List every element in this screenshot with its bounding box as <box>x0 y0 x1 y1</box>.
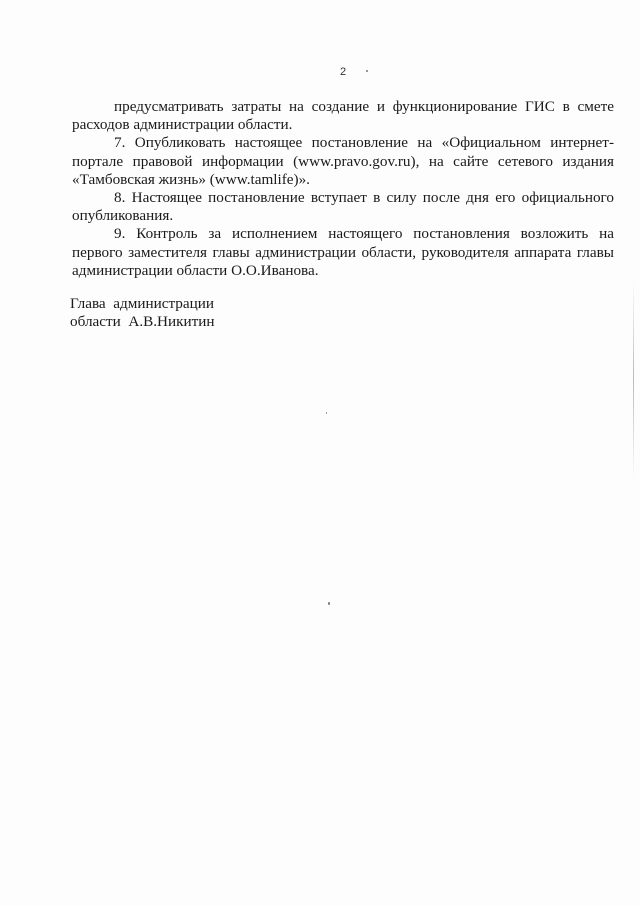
page-number: 2 <box>340 66 347 78</box>
scan-speck <box>328 602 330 605</box>
signature-block <box>70 295 215 331</box>
scan-speck <box>366 70 368 72</box>
scan-edge-shadow <box>633 280 634 480</box>
paragraph-item-9: 9. Контроль за исполнением настоящего постановления возложить на первого заместителя главы администрации области, руководителя аппарата главы администрации области О.О.Иванова. <box>72 225 614 279</box>
document-body <box>72 98 614 280</box>
paragraph-item-8: 8. Настоящее постановление вступает в силу после дня его официального опубликования. <box>72 189 614 225</box>
paragraph-item-7: 7. Опубликовать настоящее постановление на «Официальном интернет-портале правовой информации (www.pravo.gov.ru), на сайте сетевого издания «Тамбовская жизнь» (www.tamlife)». <box>72 134 614 188</box>
scan-speck <box>326 412 327 414</box>
signature-name: области А.В.Никитин <box>70 313 215 330</box>
signature-position: Глава администрации <box>70 295 215 312</box>
paragraph-continuation: предусматривать затраты на создание и функционирование ГИС в смете расходов администрации области. <box>72 98 614 134</box>
